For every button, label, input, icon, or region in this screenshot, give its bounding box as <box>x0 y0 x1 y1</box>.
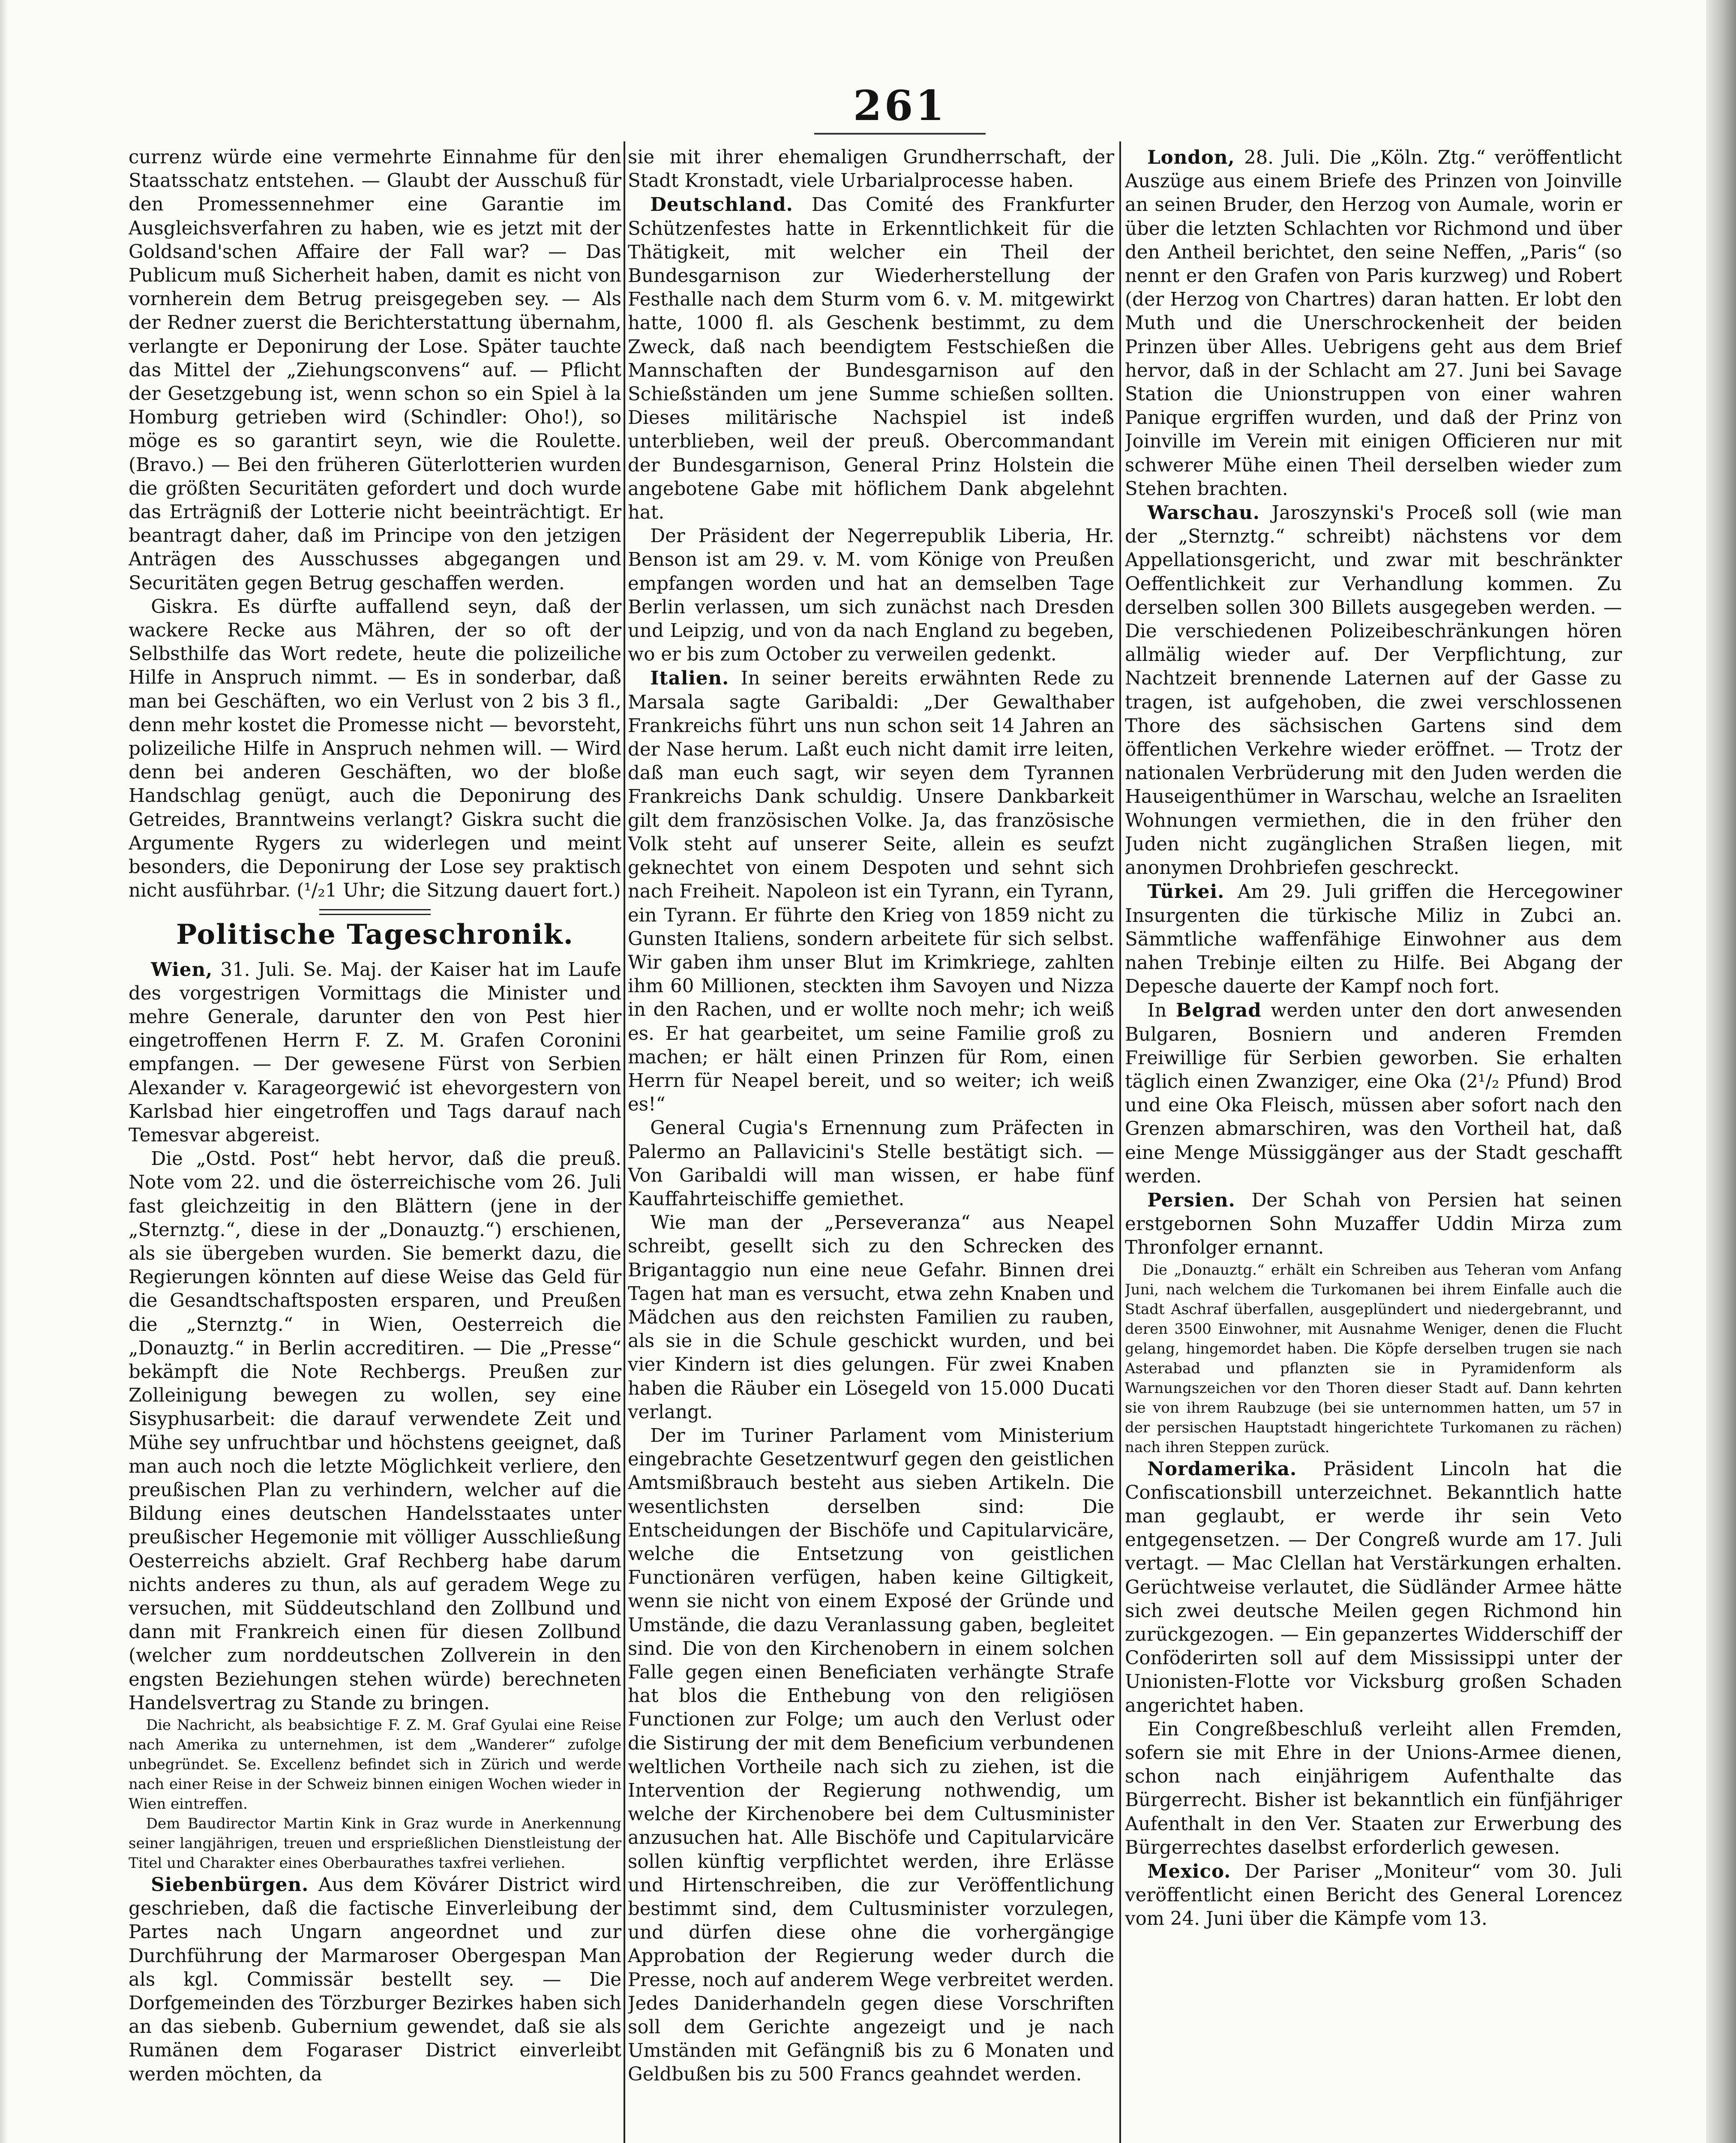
article-paragraph-small: Die „Donauztg.“ erhält ein Schreiben aus Teheran vom Anfang Juni, nach welchem die Turkomanen bei ihrem Einfalle auch die Stadt Aschraf überfallen, ausgeplündert und niedergebrannt, und deren 3500 Einwohner, mit Ausnahme Weniger, denen die Flucht gelang, hingemordet haben. Die Köpfe derselben trugen sie nach Asterabad und pflanzten sie in Pyramidenform als Warnungszeichen vor den Thoren dieser Stadt auf. Dann kehrten sie von ihrem Raubzuge (bei sie unternommen hatten, um 57 in der persischen Hauptstadt hingerichtete Turkomanen zu rächen) nach ihren Steppen zurück. <box>1125 1261 1622 1456</box>
place-keyword: Wien, <box>151 958 213 981</box>
article-paragraph: Wie man der „Perseveranza“ aus Neapel schreibt, gesellt sich zu den Schrecken des Brigantaggio nun eine neue Gefahr. Binnen drei Tagen hat man es versucht, etwa zehn Knaben und Mädchen aus den reichsten Familien zu rauben, als sie in die Schule geschickt wurden, und bei vier Kindern ist dies gelungen. Für zwei Knaben haben die Räuber ein Lösegeld von 15.000 Ducati verlangt. <box>628 1212 1114 1423</box>
article-paragraph: Giskra. Es dürfte auffallend seyn, daß der wackere Recke aus Mähren, der so oft der Selbsthilfe das Wort redete, heute die polizeiliche Hilfe in Anspruch nimmt. — Es in sonderbar, daß man bei Geschäften, wo ein Verlust von 2 bis 3 fl., denn mehr kostet die Promesse nicht — bevorsteht, polizeiliche Hilfe in Anspruch nehmen will. — Wird denn bei anderen Geschäften, wo der bloße Handschlag genügt, auch die Deponirung des Getreides, Branntweins verlangt? Giskra sucht die Argumente Rygers zu widerlegen und meint besonders, die Deponirung der Lose sey praktisch nicht ausführbar. (¹/₂1 Uhr; die Sitzung dauert fort.) <box>129 596 621 902</box>
article-text: In <box>1147 1000 1176 1022</box>
article-paragraph-small: Die Nachricht, als beabsichtige F. Z. M. Graf Gyulai eine Reise nach Amerika zu unternehmen, ist dem „Wanderer“ zufolge unbegründet. Se. Excellenz befindet sich in Zürich und werde nach einer Reise in der Schweiz binnen einigen Wochen wieder in Wien eintreffen. <box>129 1717 621 1813</box>
article-paragraph <box>1125 880 1622 999</box>
column-left <box>129 146 621 2143</box>
place-keyword: Nordamerika. <box>1147 1458 1297 1480</box>
article-paragraph <box>1125 1860 1622 1931</box>
place-keyword: Persien. <box>1147 1189 1235 1211</box>
article-paragraph: Ein Congreßbeschluß verleiht allen Fremden, sofern sie mit Ehre in der Unions-Armee dienen, schon nach einjährigem Aufenthalte das Bürgerrecht. Bisher ist bekanntlich ein fünfjähriger Aufenthalt in den Ver. Staaten zur Erwerbung des Bürgerrechtes daselbst erforderlich gewesen. <box>1125 1718 1622 1858</box>
article-text: 31. Juli. Se. Maj. der Kaiser hat im Laufe des vorgestrigen Vormittags die Minister und mehre Generale, darunter den von Pest hier eingetroffenen Herrn F. Z. M. Grafen Coronini empfangen. — Der gewesene Fürst von Serbien Alexander v. Karageorgewić ist ehevorgestern von Karlsbad hier eingetroffen und Tags darauf nach Temesvar abgereist. <box>129 959 621 1146</box>
column-middle <box>628 146 1114 2143</box>
article-text: Das Comité des Frankfurter Schützenfestes hatte in Erkenntlichkeit für die Thätigkeit, mit welcher ein Theil der Bundesgarnison zur Wiederherstellung der Festhalle nach dem Sturm vom 6. v. M. mitgewirkt hatte, 1000 fl. als Geschenk bestimmt, zu dem Zweck, daß nach beendigtem Festschießen die Mannschaften der Bundesgarnison auf den Schießständen um jene Summe schießen sollten. Dieses militärische Nachspiel ist indeß unterblieben, weil der preuß. Obercommandant der Bundesgarnison, General Prinz Holstein die angebotene Gabe mit höflichem Dank abgelehnt hat. <box>628 194 1114 524</box>
article-text: werden unter den dort anwesenden Bulgaren, Bosniern und anderen Fremden Freiwillige für Serbien geworben. Sie erhalten täglich einen Zwanziger, eine Oka (2¹/₂ Pfund) Brod und eine Oka Fleisch, müssen aber sofort nach den Grenzen abmarschiren, was den Vortheil hat, daß eine Menge Müssiggänger aus der Stadt geschafft werden. <box>1125 1000 1622 1187</box>
article-paragraph <box>1125 1189 1622 1260</box>
section-rule <box>319 909 431 915</box>
column-right <box>1125 146 1622 2143</box>
article-paragraph <box>129 958 621 1148</box>
article-text: In seiner bereits erwähnten Rede zu Marsala sagte Garibaldi: „Der Gewalthaber Frankreichs führt uns nun schon seit 14 Jahren an der Nase herum. Laßt euch nicht damit irre leiten, daß man euch sagt, wir seyen dem Tyrannen Frankreichs Dank schuldig. Unsere Dankbarkeit gilt dem französischen Volke. Ja, das französische Volk steht auf unserer Seite, allein es seufzt geknechtet von einem Despoten und sehnt sich nach Freiheit. Napoleon ist ein Tyrann, ein Tyrann, ein Tyrann. Er führte den Krieg von 1859 nicht zu Gunsten Italiens, sondern arbeitete für sich selbst. Wir gaben ihm unser Blut im Krimkriege, zahlten ihm 60 Millionen, steckten ihm Savoyen und Nizza in den Rachen, und er wollte noch mehr; ich weiß es. Er hat gearbeitet, um seine Familie groß zu machen; er hält einen Prinzen für Rom, einen Herrn für Neapel bereit, und so weiter; ich weiß es!“ <box>628 668 1114 1116</box>
article-text: 28. Juli. Die „Köln. Ztg.“ veröffentlicht Auszüge aus einem Briefe des Prinzen von Joinville an seinen Bruder, den Herzog von Aumale, worin er über die letzten Schlachten vor Richmond und über den Antheil berichtet, den seine Neffen, „Paris“ (so nennt er den Grafen von Paris kurzweg) und Robert (der Herzog von Chartres) daran hatten. Er lobt den Muth und die Unerschrockenheit der beiden Prinzen über Alles. Uebrigens geht aus dem Brief hervor, daß in der Schlacht am 27. Juni bei Savage Station die Unionstruppen von einer wahren Panique ergriffen wurden, und daß der Prinz von Joinville im Verein mit einigen Officieren nur mit schwerer Mühe einen Theil derselben wieder zum Stehen brachten. <box>1125 147 1622 500</box>
place-keyword: Deutschland. <box>650 194 793 216</box>
place-keyword: Italien. <box>650 667 729 690</box>
scan-left-edge <box>0 0 8 2143</box>
article-paragraph <box>1125 999 1622 1189</box>
article-paragraph: Die „Ostd. Post“ hebt hervor, daß die preuß. Note vom 22. und die österreichische vom 26. Juli fast gleichzeitig in den Blättern (jene in der „Sternztg.“, diese in der „Donauztg.“) erschienen, als sie übergeben wurden. Sie bemerkt dazu, die Regierungen könnten auf diese Weise das Geld für die Gesandtschaftsposten ersparen, und Preußen die „Sternztg.“ in Wien, Oesterreich die „Donauztg.“ in Berlin accreditiren. — Die „Presse“ bekämpft die Note Rechbergs. Preußen zur Zolleinigung bewegen zu wollen, sey eine Sisyphusarbeit: die darauf verwendete Zeit und Mühe sey unfruchtbar und höchstens geeignet, daß man auch noch die letzte Möglichkeit verliere, den preußischen Plan zu verhindern, welcher auf die Bildung eines deutschen Handelsstaates unter preußischer Hegemonie mit völliger Ausschließung Oesterreichs abzielt. Graf Rechberg habe darum nichts anderes zu thun, als auf geradem Wege zu versuchen, mit Süddeutschland den Zollbund und dann mit Frankreich einen für diesen Zollbund (welcher zum norddeutschen Zollverein in den engsten Beziehungen stehen würde) berechneten Handelsvertrag zu Stande zu bringen. <box>129 1148 621 1714</box>
article-paragraph: General Cugia's Ernennung zum Präfecten in Palermo an Pallavicini's Stelle bestätigt sich. — Von Garibaldi will man wissen, er habe fünf Kauffahrteischiffe gemiethet. <box>628 1117 1114 1210</box>
article-text: Am 29. Juli griffen die Hercegowiner Insurgenten die türkische Miliz in Zubci an. Sämmtliche waffenfähige Einwohner aus dem nahen Trebinje eilten zu Hilfe. Bei Abgang der Depesche dauerte der Kampf noch fort. <box>1125 881 1622 998</box>
article-paragraph <box>129 1873 621 2086</box>
page-number-rule <box>814 133 986 135</box>
article-paragraph <box>1125 1457 1622 1718</box>
article-text: Der Pariser „Moniteur“ vom 30. Juli veröffentlicht einen Bericht des General Lorencez vom 24. Juni über die Kämpfe vom 13. <box>1125 1861 1622 1930</box>
article-paragraph <box>1125 146 1622 501</box>
article-text: Aus dem Kövárer District wird geschrieben, daß die factische Einverleibung der Partes nach Ungarn angeordnet und zur Durchführung der Marmaroser Obergespan Man als kgl. Commissär bestellt sey. — Die Dorfgemeinden des Törzburger Bezirkes haben sich an das siebenb. Gubernium gewendet, daß sie als Rumänen dem Fogaraser District einverleibt werden möchten, da <box>129 1874 621 2085</box>
page-number: 261 <box>853 81 947 130</box>
article-paragraph <box>628 666 1114 1117</box>
article-paragraph: Der Präsident der Negerrepublik Liberia, Hr. Benson ist am 29. v. M. vom Könige von Preußen empfangen worden und hat an demselben Tage Berlin verlassen, um sich zunächst nach Dresden und Leipzig, und von da nach England zu begeben, wo er bis zum October zu verweilen gedenkt. <box>628 525 1114 666</box>
place-keyword: Mexico. <box>1147 1861 1231 1882</box>
article-paragraph: currenz würde eine vermehrte Einnahme für den Staatsschatz entstehen. — Glaubt der Ausschuß für den Promessennehmer eine Garantie im Ausgleichsverfahren zu haben, wie es jetzt mit der Goldsand'schen Affaire der Fall war? — Das Publicum muß Sicherheit haben, damit es nicht von vornherein dem Betrug preisgegeben sey. — Als der Redner zuerst die Berichterstattung übernahm, verlangte er Deponirung der Lose. Später tauchte das Mittel der „Ziehungsconvens“ auf. — Pflicht der Gesetzgebung ist, wenn schon so ein Spiel à la Homburg getrieben wird (Schindler: Oho!), so möge es so garantirt seyn, wie die Roulette. (Bravo.) — Bei den früheren Güterlotterien wurden die größten Securitäten gefordert und doch wurde das Erträgniß der Lotterie nicht beeinträchtigt. Er beantragt daher, daß im Principe von den jetzigen Anträgen des Ausschusses abgegangen und Securitäten gegen Betrug geschaffen werden. <box>129 147 621 594</box>
article-text: Präsident Lincoln hat die Confiscationsbill unterzeichnet. Bekanntlich hatte man geglaubt, er werde ihr sein Veto entgegensetzen. — Der Congreß wurde am 17. Juli vertagt. — Mac Clellan hat Verstärkungen erhalten. Gerüchtweise verlautet, die Südländer Armee hätte sich zwei deutsche Meilen gegen Richmond hin zurückgezogen. — Ein gepanzertes Widderschiff der Conföderirten soll auf dem Mississippi unter der Unionisten-Flotte vor Vicksburg großen Schaden angerichtet haben. <box>1125 1458 1622 1717</box>
article-text: Jaroszynski's Proceß soll (wie man der „Sternztg.“ schreibt) nächstens vor dem Appellationsgericht, und zwar mit beschränkter Oeffentlichkeit zur Verhandlung kommen. Zu derselben sollen 300 Billets ausgegeben werden. — Die verschiedenen Polizeibeschränkungen hören allmälig wieder auf. Der Verpflichtung, zur Nachtzeit brennende Laternen auf der Gasse zu tragen, ist aufgehoben, die zwei verschlossenen Thore des sächsischen Gartens sind dem öffentlichen Verkehre wieder eröffnet. — Trotz der nationalen Verbrüderung mit den Juden werden die Hauseigenthümer in Warschau, welche an Israeliten Wohnungen vermiethen, die in den früher den Juden nicht zugänglichen Straßen liegen, mit anonymen Drohbriefen geschreckt. <box>1125 502 1622 879</box>
place-keyword: Siebenbürgen. <box>151 1874 309 1896</box>
column-divider-left <box>624 141 625 2143</box>
place-keyword: Warschau. <box>1147 502 1260 524</box>
place-keyword: Belgrad <box>1175 999 1262 1022</box>
article-paragraph: sie mit ihrer ehemaligen Grundherrschaft, der Stadt Kronstadt, viele Urbarialprocesse haben. <box>628 147 1114 192</box>
article-paragraph: Der im Turiner Parlament vom Ministerium eingebrachte Gesetzentwurf gegen den geistlichen Amtsmißbrauch besteht aus sieben Artikeln. Die wesentlichsten derselben sind: Die Entscheidungen der Bischöfe und Capitularvicäre, welche die Entsetzung von geistlichen Functionären verfügen, haben keine Giltigkeit, wenn sie nicht von einem Exposé der Gründe und Umstände, die dazu Veranlassung gaben, begleitet sind. Die von den Kirchenobern in einem solchen Falle gegen einen Beneficiaten verhängte Strafe hat blos die Enthebung von den religiösen Functionen zur Folge; um auch den Verlust oder die Sistirung der mit dem Beneficium verbundenen weltlichen Vortheile nach sich zu ziehen, ist die Intervention der Regierung nothwendig, um welche der Kirchenobere bei dem Cultusminister anzusuchen hat. Alle Bischöfe und Capitularvicäre sollen künftig verpflichtet werden, ihre Erlässe und Hirtenschreiben, die zur Veröffentlichung bestimmt sind, dem Cultusminister vorzulegen, und dürfen diese ohne die vorhergängige Approbation der Regierung weder durch die Presse, noch auf anderem Wege verbreitet werden. Jedes Daniderhandeln gegen diese Vorschriften soll dem Gerichte angezeigt und je nach Umständen mit Gefängniß bis zu 6 Monaten und Geldbußen bis zu 500 Francs geahndet werden. <box>628 1425 1114 2086</box>
article-paragraph-small: Dem Baudirector Martin Kink in Graz wurde in Anerkennung seiner langjährigen, treuen und ersprießlichen Dienstleistung der Titel und Charakter eines Oberbaurathes taxfrei verliehen. <box>129 1815 621 1872</box>
section-heading: Politische Tageschronik. <box>176 918 574 951</box>
column-divider-right <box>1119 141 1121 2143</box>
place-keyword: Türkei. <box>1147 881 1225 903</box>
article-paragraph <box>1125 501 1622 880</box>
article-paragraph <box>628 193 1114 525</box>
scan-right-edge <box>1706 0 1736 2143</box>
place-keyword: London, <box>1147 147 1235 168</box>
article-text: Der Schah von Persien hat seinen erstgebornen Sohn Muzaffer Uddin Mirza zum Thronfolger ernannt. <box>1125 1189 1622 1259</box>
